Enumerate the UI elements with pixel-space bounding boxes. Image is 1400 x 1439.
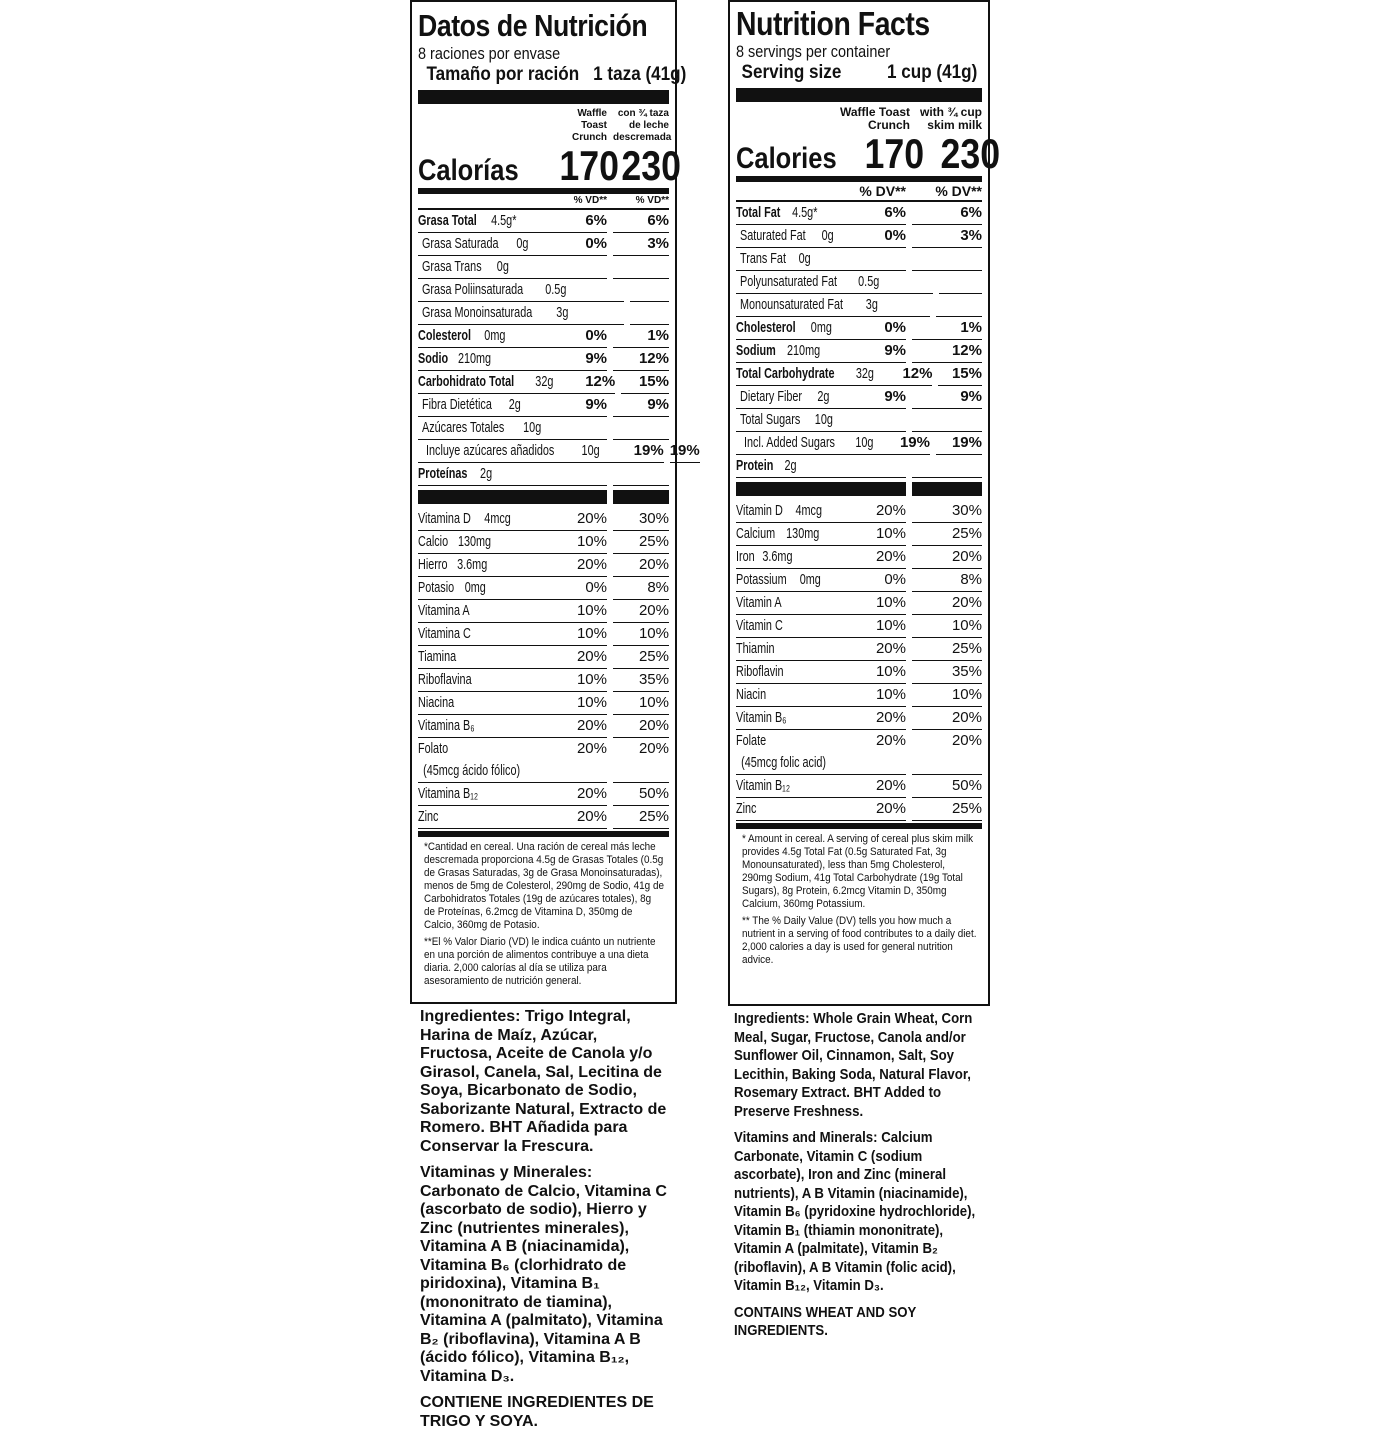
nutrient-row xyxy=(418,325,669,348)
column-headers xyxy=(736,106,982,132)
dv-cereal xyxy=(567,256,607,279)
servings-per-container: 8 raciones por envase xyxy=(418,44,561,63)
dv-cereal: 20% xyxy=(866,500,906,523)
dv-cereal: 20% xyxy=(866,798,906,821)
dv-cereal: 10% xyxy=(866,661,906,684)
nutrient-name: Incl. Added Sugars xyxy=(744,434,835,451)
dv-cereal: 20% xyxy=(567,806,607,829)
dv-milk: 8% xyxy=(613,577,669,600)
nutrient-name: Total Fat xyxy=(736,204,781,221)
dv-cereal: 10% xyxy=(567,669,607,692)
nutrient-name: Folate xyxy=(736,732,767,749)
dv-cereal: 9% xyxy=(866,340,906,363)
column-header-cereal: Waffle Toast Crunch xyxy=(839,105,910,132)
nutrient-name: Vitamina C xyxy=(418,625,471,642)
dv-cereal: 20% xyxy=(567,783,607,806)
vitamin-row xyxy=(418,577,669,600)
nutrient-amount: 2g xyxy=(817,388,830,405)
dv-milk: 19% xyxy=(670,440,700,463)
nutrient-row xyxy=(736,225,982,248)
nutrient-name: Incluye azúcares añadidos xyxy=(426,442,555,459)
panel-title: Datos de Nutrición xyxy=(418,8,648,43)
nutrient-amount: 32g xyxy=(535,373,554,390)
dv-milk xyxy=(912,248,982,271)
dv-cereal: 20% xyxy=(567,646,607,669)
nutrient-amount: 4mcg xyxy=(795,502,822,519)
dv-milk: 8% xyxy=(912,569,982,592)
nutrient-name: Sodium xyxy=(736,342,776,359)
allergen-statement: CONTIENE INGREDIENTES DE TRIGO Y SOYA. xyxy=(420,1394,654,1430)
vitamin-row xyxy=(418,738,669,783)
nutrient-row xyxy=(418,348,669,371)
servings-per-container: 8 servings per container xyxy=(736,42,891,61)
vitamin-divider xyxy=(418,490,669,504)
vitamin-row xyxy=(736,661,982,684)
vitamin-row xyxy=(736,569,982,592)
nutrient-row xyxy=(418,302,669,325)
nutrient-amount: 2g xyxy=(784,457,797,474)
dv-cereal: 10% xyxy=(567,600,607,623)
serving-size-value: 1 taza (41g) xyxy=(592,64,686,85)
nutrient-row xyxy=(418,394,669,417)
dv-milk: 20% xyxy=(912,730,982,775)
nutrient-name: Proteínas xyxy=(418,465,468,482)
dv-milk: 9% xyxy=(912,386,982,409)
vitamin-row xyxy=(736,500,982,523)
vitamin-row xyxy=(736,638,982,661)
dv-milk: 6% xyxy=(912,202,982,225)
vitamin-row xyxy=(418,646,669,669)
nutrient-name: Zinc xyxy=(736,800,757,817)
nutrient-name: Cholesterol xyxy=(736,319,796,336)
dv-cereal: 0% xyxy=(567,325,607,348)
vitamin-row xyxy=(418,554,669,577)
nutrient-name: Carbohidrato Total xyxy=(418,373,515,390)
nutrient-amount: 4.5g* xyxy=(792,204,818,221)
nutrient-name: Trans Fat xyxy=(740,250,786,267)
vitamin-row xyxy=(736,775,982,798)
footnote-amount: *Cantidad en cereal. Una ración de cereal más leche descremada proporciona 4.5g de Grasas Totales (0.5g de Grasas Saturadas, 3g de Grasa Monoinsaturadas), menos de 5mg de Colesterol, 290mg de Sodio, 41g de Carbohidratos Totales (19g de azúcares totales), 8g de Proteínas, 6.2mcg de Vitamina D, 350mg de Calcio, 360mg de Potasio. xyxy=(424,841,664,931)
dv-cereal: 20% xyxy=(567,508,607,531)
nutrition-panel-english xyxy=(728,0,1001,1006)
nutrient-amount: 0.5g xyxy=(858,273,880,290)
nutrient-name: Vitamin A xyxy=(736,594,782,611)
dv-cereal: 20% xyxy=(866,730,906,775)
calories-label: Calories xyxy=(736,142,837,175)
nutrient-name: Dietary Fiber xyxy=(740,388,803,405)
column-headers xyxy=(418,108,672,144)
dv-cereal: 20% xyxy=(866,707,906,730)
nutrient-amount: 130mg xyxy=(457,533,491,550)
dv-cereal: 10% xyxy=(567,623,607,646)
calories-row xyxy=(736,130,1001,182)
dv-milk: 25% xyxy=(912,798,982,821)
dv-milk: 10% xyxy=(912,615,982,638)
footnote-daily-value: ** The % Daily Value (DV) tells you how much a nutrient in a serving of food contributes to a daily diet. 2,000 calories a day is used for general nutrition advice. xyxy=(742,915,977,966)
dv-milk xyxy=(630,279,669,302)
dv-milk: 19% xyxy=(936,432,982,455)
dv-milk: 25% xyxy=(912,638,982,661)
nutrient-row xyxy=(736,317,982,340)
footnotes xyxy=(736,829,982,967)
dv-cereal: 19% xyxy=(634,440,664,463)
calories-milk: 230 xyxy=(940,130,1001,177)
footnotes xyxy=(418,837,669,988)
nutrient-amount: 3.6mg xyxy=(762,548,793,565)
dv-milk: 25% xyxy=(613,806,669,829)
nutrient-row xyxy=(736,271,982,294)
dv-milk: 3% xyxy=(613,233,669,256)
dv-milk: 1% xyxy=(912,317,982,340)
nutrient-row xyxy=(736,294,982,317)
vitamin-row xyxy=(418,508,669,531)
nutrient-amount: 210mg xyxy=(457,350,491,367)
nutrient-amount: 0g xyxy=(496,258,509,275)
vitamins-minerals-text: Vitaminas y Minerales: Carbonato de Calcio, Vitamina C (ascorbato de sodio), Hierro y Zinc (nutrientes minerales), Vitamina A B (niacinamida), Vitamina B₆ (clorhidrato de piridoxina), Vitamina B₁ (mononitrato de tiamina), Vitamina A (palmitato), Vitamina B₂ (riboflavina), Vitamina A B (ácido fólico), Vitamina B₁₂, Vitamina D₃. xyxy=(420,1164,667,1385)
dv-cereal: 10% xyxy=(866,615,906,638)
dv-cereal: 20% xyxy=(567,738,607,783)
vitamin-row xyxy=(736,592,982,615)
nutrient-amount: 4mcg xyxy=(484,510,511,527)
dv-header-milk: % DV** xyxy=(935,183,982,199)
column-header-cereal: Waffle Toast Crunch xyxy=(572,108,607,143)
nutrient-name: Vitamina B₁₂ xyxy=(418,785,479,802)
nutrient-row xyxy=(418,371,669,394)
dv-milk xyxy=(939,271,982,294)
vitamin-row xyxy=(736,615,982,638)
ingredients-spanish xyxy=(420,1008,670,1439)
nutrient-amount: 130mg xyxy=(786,525,820,542)
nutrient-amount: 3g xyxy=(865,296,878,313)
nutrient-amount: 3.6mg xyxy=(456,556,488,573)
nutrient-name: Grasa Poliinsaturada xyxy=(422,281,524,298)
nutrient-name: Sodio xyxy=(418,350,449,367)
serving-size-value: 1 cup (41g) xyxy=(886,62,977,83)
vitamin-divider xyxy=(736,482,982,496)
dv-milk: 12% xyxy=(912,340,982,363)
nutrient-row xyxy=(418,256,669,279)
nutrient-name: Vitamin D xyxy=(736,502,783,519)
nutrient-name: Riboflavin xyxy=(736,663,784,680)
nutrient-name: Monounsaturated Fat xyxy=(740,296,844,313)
dv-header-cereal: % VD** xyxy=(573,195,607,206)
nutrient-amount: 0mg xyxy=(464,579,486,596)
vitamin-row xyxy=(736,798,982,821)
nutrient-row xyxy=(736,386,982,409)
nutrient-amount: 2g xyxy=(480,465,493,482)
vitamins-minerals-text: Vitamins and Minerals: Calcium Carbonate, Vitamin C (sodium ascorbate), Iron and Zinc (mineral nutrients), A B Vitamin (niacinamide), Vitamin B₆ (pyridoxine hydrochloride), Vitamin B₁ (thiamin mononitrate), Vitamin A (palmitate), Vitamin B₂ (riboflavin), A B Vitamin (folic acid), Vitamin B₁₂, Vitamin D₃. xyxy=(734,1129,976,1294)
dv-cereal: 10% xyxy=(567,531,607,554)
footnote-daily-value: **El % Valor Diario (VD) le indica cuánto un nutriente en una porción de alimentos contribuye a una dieta diaria. 2,000 calorías al día se utiliza para asesoramiento de nutrición general. xyxy=(424,936,656,987)
nutrient-name: Tiamina xyxy=(418,648,457,665)
nutrient-name: Zinc xyxy=(418,808,439,825)
allergen-statement: CONTAINS WHEAT AND SOY INGREDIENTS. xyxy=(734,1303,917,1339)
footnote-amount: * Amount in cereal. A serving of cereal plus skim milk provides 4.5g Total Fat (0.5g Saturated Fat, 3g Monounsaturated), less than 5mg Cholesterol, 290mg Sodium, 41g Total Carbohydrate (19g Total Sugars), 8g Protein, 6.2mcg Vitamin D, 350mg Calcium, 360mg Potassium. xyxy=(742,833,974,910)
nutrient-name: Grasa Monoinsaturada xyxy=(422,304,533,321)
dv-milk xyxy=(936,294,982,317)
daily-value-header xyxy=(736,182,982,202)
dv-cereal: 6% xyxy=(866,202,906,225)
dv-milk: 25% xyxy=(912,523,982,546)
dv-milk: 15% xyxy=(621,371,669,394)
nutrient-name: Vitamina A xyxy=(418,602,470,619)
dv-cereal: 12% xyxy=(581,371,615,394)
dv-milk: 35% xyxy=(613,669,669,692)
nutrient-amount: 0.5g xyxy=(545,281,567,298)
nutrient-row xyxy=(736,202,982,225)
thick-divider xyxy=(736,88,982,102)
vitamin-list xyxy=(418,508,669,829)
vitamin-list xyxy=(736,500,982,821)
vitamin-row xyxy=(418,806,669,829)
nutrient-name: Grasa Saturada xyxy=(422,235,499,252)
nutrient-amount: 3g xyxy=(555,304,569,321)
column-header-milk: con ¾ taza de leche descremada xyxy=(613,108,672,143)
vitamin-row xyxy=(736,684,982,707)
dv-milk: 20% xyxy=(613,600,669,623)
nutrient-name: Thiamin xyxy=(736,640,775,657)
dv-milk xyxy=(613,256,669,279)
dv-milk xyxy=(613,417,669,440)
nutrient-name: Grasa Trans xyxy=(422,258,482,275)
dv-cereal: 0% xyxy=(567,577,607,600)
dv-milk xyxy=(912,409,982,432)
dv-milk: 10% xyxy=(912,684,982,707)
dv-header-cereal: % DV** xyxy=(859,183,906,199)
dv-milk: 20% xyxy=(613,554,669,577)
dv-milk: 20% xyxy=(912,592,982,615)
vitamin-row xyxy=(736,730,982,775)
nutrient-name: Vitamin B₁₂ xyxy=(736,777,791,794)
calories-row xyxy=(418,142,681,194)
nutrient-row xyxy=(418,440,700,463)
dv-milk: 35% xyxy=(912,661,982,684)
nutrient-name: Iron xyxy=(736,548,755,565)
nutrient-name: Saturated Fat xyxy=(740,227,806,244)
dv-cereal: 0% xyxy=(866,317,906,340)
dv-cereal xyxy=(866,248,906,271)
nutrient-row xyxy=(736,455,982,478)
vitamin-row xyxy=(736,707,982,730)
nutrient-name: Vitamina B₆ xyxy=(418,717,475,734)
serving-size xyxy=(736,62,982,84)
vitamin-row xyxy=(736,523,982,546)
dv-milk: 12% xyxy=(613,348,669,371)
dv-cereal xyxy=(866,409,906,432)
panel-title: Nutrition Facts xyxy=(736,5,930,42)
nutrient-amount: 10g xyxy=(523,419,542,436)
nutrient-amount: 32g xyxy=(856,365,875,382)
dv-cereal: 10% xyxy=(866,523,906,546)
dv-cereal: 9% xyxy=(866,386,906,409)
nutrient-name: Calcio xyxy=(418,533,449,550)
nutrient-name: Vitamin C xyxy=(736,617,783,634)
dv-milk xyxy=(613,463,669,486)
nutrient-amount: 4.5g* xyxy=(491,212,517,229)
calories-milk: 230 xyxy=(621,142,681,189)
dv-milk: 6% xyxy=(613,210,669,233)
thick-divider xyxy=(418,90,669,104)
nutrient-name: Protein xyxy=(736,457,774,474)
calories-cereal: 170 xyxy=(559,142,619,189)
nutrient-name: Potasio xyxy=(418,579,455,596)
dv-cereal: 0% xyxy=(567,233,607,256)
nutrient-amount: 10g xyxy=(815,411,834,428)
nutrient-amount: 10g xyxy=(855,434,874,451)
ingredients-text: Ingredientes: Trigo Integral, Harina de Maíz, Azúcar, Fructosa, Aceite de Canola y/o Girasol, Canela, Sal, Lecitina de Soya, Bicarbonato de Sodio, Saborizante Natural, Extracto de Romero. BHT Añadida para Conservar la Frescura. xyxy=(420,1008,667,1155)
nutrient-name: Calcium xyxy=(736,525,776,542)
dv-cereal: 20% xyxy=(567,715,607,738)
dv-cereal: 0% xyxy=(866,569,906,592)
serving-size xyxy=(418,64,686,86)
dv-cereal xyxy=(866,455,906,478)
nutrient-name: Grasa Total xyxy=(418,212,477,229)
nutrient-row xyxy=(736,340,982,363)
nutrient-row xyxy=(418,463,669,486)
dv-cereal: 10% xyxy=(567,692,607,715)
serving-size-label: Tamaño por ración xyxy=(426,64,580,85)
calories-cereal: 170 xyxy=(864,130,925,177)
dv-cereal xyxy=(596,302,624,325)
dv-milk: 25% xyxy=(613,646,669,669)
dv-milk: 10% xyxy=(613,692,669,715)
vitamin-row xyxy=(418,692,669,715)
nutrient-name: Niacin xyxy=(736,686,767,703)
dv-cereal xyxy=(596,279,624,302)
nutrient-name: Colesterol xyxy=(418,327,472,344)
dv-cereal: 0% xyxy=(866,225,906,248)
dv-cereal xyxy=(567,417,607,440)
dv-milk: 50% xyxy=(912,775,982,798)
nutrient-name: Total Sugars xyxy=(740,411,801,428)
dv-milk: 25% xyxy=(613,531,669,554)
nutrient-amount: 210mg xyxy=(787,342,821,359)
nutrient-name: Folato xyxy=(418,740,449,757)
nutrient-name: Potassium xyxy=(736,571,787,588)
dv-milk: 30% xyxy=(912,500,982,523)
ingredients-english xyxy=(734,1010,991,1349)
vitamin-row xyxy=(418,623,669,646)
dv-milk: 3% xyxy=(912,225,982,248)
dv-milk: 50% xyxy=(613,783,669,806)
nutrient-name: Fibra Dietética xyxy=(422,396,492,413)
ingredients-text: Ingredients: Whole Grain Wheat, Corn Meal, Sugar, Fructose, Canola and/or Sunflower Oil, Cinnamon, Salt, Soy Lecithin, Baking Soda, Natural Flavor, Rosemary Extract. BHT Added to Preserve Freshness. xyxy=(734,1010,973,1120)
nutrient-name: Azúcares Totales xyxy=(422,419,505,436)
vitamin-row xyxy=(736,546,982,569)
vitamin-row xyxy=(418,600,669,623)
nutrient-row xyxy=(418,233,669,256)
nutrient-amount: 0g xyxy=(516,235,529,252)
dv-cereal xyxy=(904,294,930,317)
nutrient-row xyxy=(736,248,982,271)
dv-cereal: 20% xyxy=(866,546,906,569)
nutrient-amount: 2g xyxy=(508,396,521,413)
column-header-milk: with ¾ cup skim milk xyxy=(919,105,982,132)
dv-milk: 20% xyxy=(613,738,669,783)
daily-value-header xyxy=(418,194,669,210)
nutrient-list xyxy=(736,202,982,478)
vitamin-row xyxy=(418,531,669,554)
nutrient-amount: (45mcg ácido fólico) xyxy=(423,762,521,779)
nutrient-name: Riboflavina xyxy=(418,671,472,688)
dv-cereal: 9% xyxy=(567,348,607,371)
dv-milk: 15% xyxy=(938,363,982,386)
nutrient-row xyxy=(736,363,982,386)
nutrient-name: Total Carbohydrate xyxy=(736,365,835,382)
dv-milk: 20% xyxy=(912,546,982,569)
dv-cereal xyxy=(567,463,607,486)
nutrient-name: Vitamin B₆ xyxy=(736,709,787,726)
nutrient-row xyxy=(418,279,669,302)
nutrient-row xyxy=(736,432,982,455)
nutrient-amount: 0mg xyxy=(484,327,506,344)
nutrient-name: Niacina xyxy=(418,694,455,711)
vitamin-row xyxy=(418,669,669,692)
dv-milk: 1% xyxy=(613,325,669,348)
calories-label: Calorías xyxy=(418,154,519,187)
dv-cereal: 6% xyxy=(567,210,607,233)
dv-milk xyxy=(912,455,982,478)
nutrition-panel-spanish xyxy=(410,0,700,1004)
vitamin-row xyxy=(418,715,669,738)
dv-cereal: 20% xyxy=(866,775,906,798)
nutrient-amount: 0mg xyxy=(799,571,821,588)
nutrient-row xyxy=(418,417,669,440)
nutrient-amount: 0g xyxy=(798,250,811,267)
dv-cereal: 9% xyxy=(567,394,607,417)
nutrient-row xyxy=(418,210,669,233)
dv-cereal: 20% xyxy=(567,554,607,577)
nutrient-name: Hierro xyxy=(418,556,448,573)
nutrient-amount: 0g xyxy=(821,227,834,244)
vitamin-row xyxy=(418,783,669,806)
dv-cereal xyxy=(908,271,933,294)
dv-milk xyxy=(630,302,669,325)
dv-cereal: 10% xyxy=(866,592,906,615)
dv-cereal: 19% xyxy=(900,432,930,455)
dv-header-milk: % VD** xyxy=(635,195,669,206)
dv-cereal: 12% xyxy=(902,363,932,386)
nutrient-row xyxy=(736,409,982,432)
nutrient-name: Vitamina D xyxy=(418,510,471,527)
nutrient-name: Polyunsaturated Fat xyxy=(740,273,837,290)
dv-cereal: 10% xyxy=(866,684,906,707)
nutrient-amount: 0mg xyxy=(810,319,832,336)
dv-milk: 20% xyxy=(613,715,669,738)
nutrient-amount: (45mcg folic acid) xyxy=(741,754,827,771)
dv-milk: 20% xyxy=(912,707,982,730)
dv-cereal: 20% xyxy=(866,638,906,661)
nutrient-amount: 10g xyxy=(581,442,600,459)
dv-milk: 9% xyxy=(613,394,669,417)
nutrient-list xyxy=(418,210,700,486)
dv-milk: 10% xyxy=(613,623,669,646)
dv-milk: 30% xyxy=(613,508,669,531)
serving-size-label: Serving size xyxy=(741,62,842,83)
